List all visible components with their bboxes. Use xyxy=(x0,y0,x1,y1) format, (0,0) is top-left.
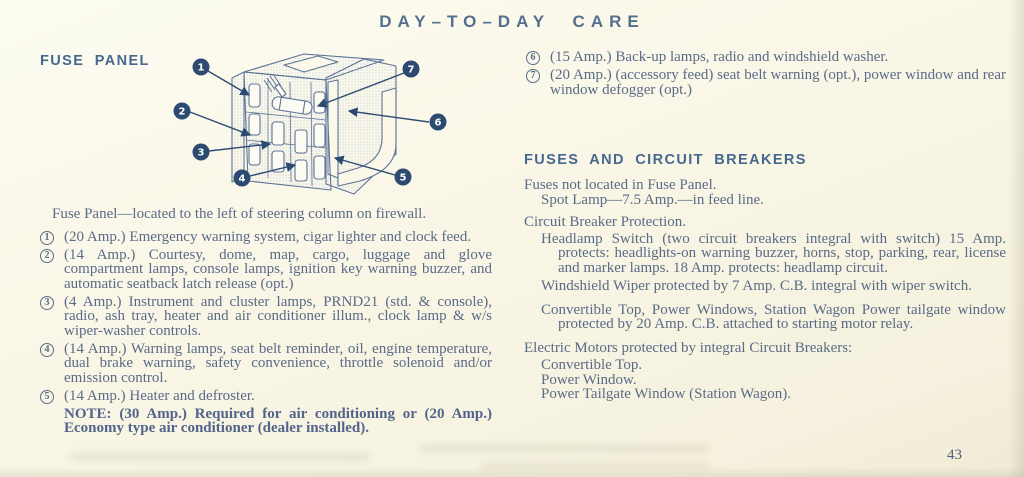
fuse-panel-diagram xyxy=(168,48,460,202)
svg-text:4: 4 xyxy=(238,173,246,185)
motor-list-item-1: Convertible Top. xyxy=(541,357,643,373)
svg-text:7: 7 xyxy=(407,64,415,76)
svg-text:2: 2 xyxy=(178,106,186,118)
diagram-callout-4 xyxy=(234,170,251,187)
fuse-item-2 xyxy=(38,248,492,292)
fuse-item-7-text: (20 Amp.) (accessory feed) seat belt warning (opt.), power window and rear window defogger (opt.) xyxy=(550,67,1006,98)
fuse-item-4 xyxy=(38,342,492,386)
fuse-item-5-number: 5 xyxy=(40,390,54,404)
fuses-not-in-panel: Fuses not located in Fuse Panel. xyxy=(524,177,717,193)
svg-text:1: 1 xyxy=(197,62,205,74)
cb-protection-line: Circuit Breaker Protection. xyxy=(524,214,687,230)
fuse-item-5 xyxy=(38,389,492,404)
fuse-item-6 xyxy=(524,50,1006,65)
left-column xyxy=(38,204,492,436)
fuse-item-1-number: 1 xyxy=(40,231,54,245)
fuse-panel-drawing xyxy=(232,54,396,194)
page-number: 43 xyxy=(947,447,962,463)
electric-motors-line: Electric Motors protected by integral Circuit Breakers: xyxy=(524,339,853,356)
diagram-callout-3 xyxy=(193,144,210,161)
fuse-item-4-number: 4 xyxy=(40,343,54,357)
fuse-panel-note: NOTE: (30 Amp.) Required for air conditioning or (20 Amp.) Economy type air conditioner (dealer installed). xyxy=(64,405,492,436)
diagram-callout-5 xyxy=(395,169,412,186)
fuse-item-3-text: (4 Amp.) Instrument and cluster lamps, PRND21 (std. & console), radio, ash tray, heater and air conditioner illum., clock lamp & w/s wiper-washer controls. xyxy=(64,293,492,339)
fuse-item-7 xyxy=(524,68,1006,97)
fuse-item-3 xyxy=(38,295,492,339)
show-through xyxy=(70,452,370,462)
fuse-panel-heading: FUSE PANEL xyxy=(40,53,150,69)
fuse-item-2-text: (14 Amp.) Courtesy, dome, map, cargo, luggage and glove compartment lamps, console lamps, ignition key warning buzzer, and automatic seatback latch release (opt.) xyxy=(64,246,492,292)
svg-text:3: 3 xyxy=(197,147,205,159)
fuses-breakers-heading: FUSES AND CIRCUIT BREAKERS xyxy=(524,152,807,168)
page-edge-shadow xyxy=(1008,0,1024,477)
svg-text:6: 6 xyxy=(434,117,442,129)
fuse-item-6-text: (15 Amp.) Back-up lamps, radio and windshield washer. xyxy=(550,49,889,65)
diagram-callout-6 xyxy=(430,114,447,131)
diagram-callout-2 xyxy=(174,103,191,120)
svg-text:5: 5 xyxy=(399,172,407,184)
headlamp-switch-paragraph: Headlamp Switch (two circuit breakers integral with switch) 15 Amp. protects: headlights-on warning buzzer, horns, stop, parking, rear, license and marker lamps. 18 Amp. protects: headlamp circuit. xyxy=(541,230,1006,276)
diagram-callout-1 xyxy=(193,59,210,76)
page-title: DAY–TO–DAY CARE xyxy=(379,12,645,31)
fuse-item-6-number: 6 xyxy=(526,51,540,65)
right-column xyxy=(524,50,1006,402)
windshield-wiper-paragraph: Windshield Wiper protected by 7 Amp. C.B. integral with wiper switch. xyxy=(541,278,972,294)
motor-list-item-2: Power Window. xyxy=(541,371,637,388)
motor-list-item-3: Power Tailgate Window (Station Wagon). xyxy=(541,386,792,402)
fuse-item-7-number: 7 xyxy=(526,69,540,83)
fuse-item-1 xyxy=(38,230,492,245)
convertible-top-paragraph: Convertible Top, Power Windows, Station Wagon Power tailgate window protected by 20 Amp. C.B. attached to starting motor relay. xyxy=(541,301,1006,332)
show-through xyxy=(420,444,710,453)
fuse-item-1-text: (20 Amp.) Emergency warning system, cigar lighter and clock feed. xyxy=(64,228,472,245)
fuse-panel-intro: Fuse Panel—located to the left of steering column on firewall. xyxy=(52,206,427,222)
fuse-item-4-text: (14 Amp.) Warning lamps, seat belt reminder, oil, engine temperature, dual brake warning, safety convenience, throttle solenoid and/or emission control. xyxy=(64,340,492,386)
fuse-item-3-number: 3 xyxy=(40,296,54,310)
spot-lamp-line: Spot Lamp—7.5 Amp.—in feed line. xyxy=(541,191,764,208)
show-through xyxy=(480,462,710,470)
fuse-item-5-text: (14 Amp.) Heater and defroster. xyxy=(64,387,255,404)
fuse-item-2-number: 2 xyxy=(40,249,54,263)
diagram-callout-7 xyxy=(403,61,420,78)
